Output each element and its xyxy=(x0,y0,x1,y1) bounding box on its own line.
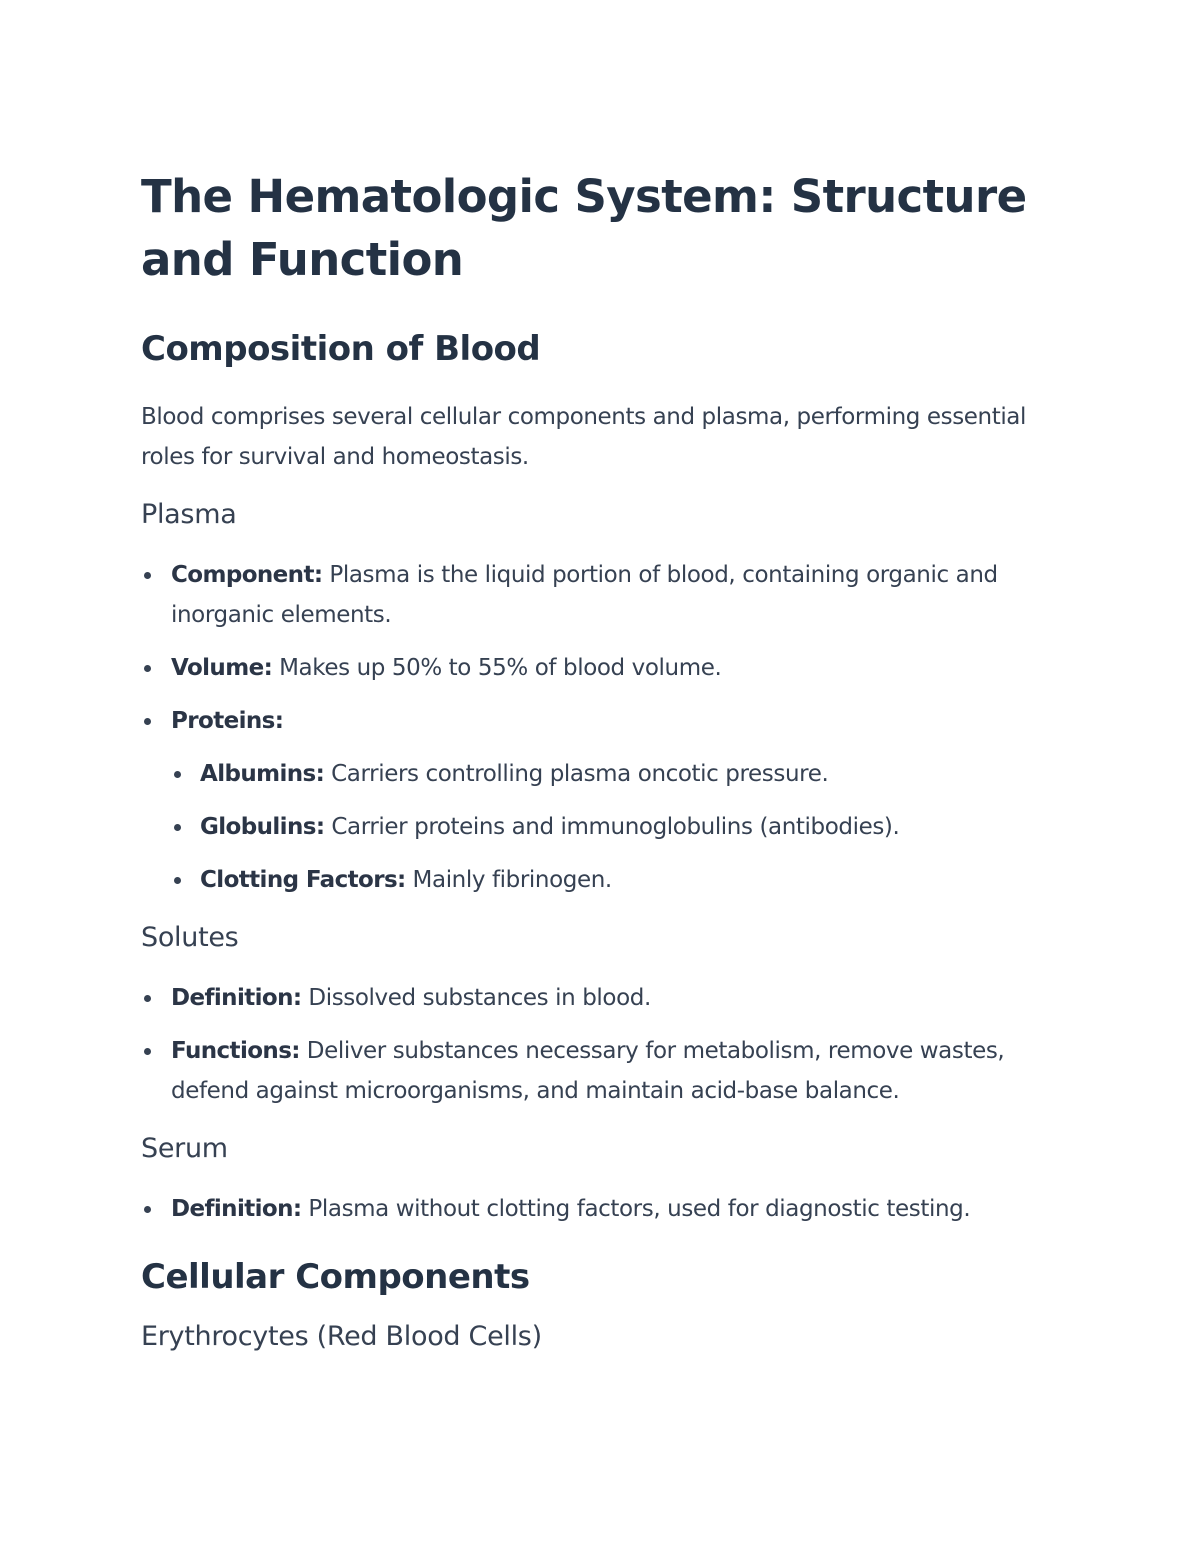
list-item xyxy=(141,1031,1071,1111)
list-item-text: Plasma is the liquid portion of blood, containing organic and inorganic elements. xyxy=(171,562,998,628)
list-item-text: Mainly fibrinogen. xyxy=(405,867,612,893)
list-item-term: Proteins: xyxy=(171,708,284,734)
list-item xyxy=(141,1189,1071,1229)
list-item-text: Plasma without clotting factors, used for diagnostic testing. xyxy=(301,1196,971,1222)
list-item xyxy=(141,701,1071,900)
subheading-erythrocytes: Erythrocytes (Red Blood Cells) xyxy=(141,1321,542,1352)
bullet-icon xyxy=(144,572,151,579)
list-item xyxy=(141,555,1071,635)
bullet-icon xyxy=(144,1206,151,1213)
section-heading-cellular: Cellular Components xyxy=(141,1257,530,1297)
proteins-sublist xyxy=(171,754,1071,900)
document-page xyxy=(141,165,1071,1355)
list-item-term: Definition: xyxy=(171,1196,302,1222)
serum-list xyxy=(141,1189,1071,1229)
list-item-term: Globulins: xyxy=(200,814,325,840)
section-heading-composition: Composition of Blood xyxy=(141,329,541,369)
bullet-icon xyxy=(174,824,181,831)
list-item-term: Definition: xyxy=(171,985,302,1011)
subheading-plasma: Plasma xyxy=(141,499,237,530)
sublist-item xyxy=(171,807,1071,847)
list-item-term: Volume: xyxy=(171,655,273,681)
plasma-list xyxy=(141,555,1071,900)
list-item-term: Albumins: xyxy=(200,761,325,787)
sublist-item xyxy=(171,754,1071,794)
list-item xyxy=(141,978,1071,1018)
composition-intro: Blood comprises several cellular components and plasma, performing essential roles for survival and homeostasis. xyxy=(141,404,1026,470)
solutes-list xyxy=(141,978,1071,1111)
list-item-term: Clotting Factors: xyxy=(200,867,406,893)
subheading-solutes: Solutes xyxy=(141,922,239,953)
list-item-term: Component: xyxy=(171,562,323,588)
bullet-icon xyxy=(144,665,151,672)
bullet-icon xyxy=(174,877,181,884)
subheading-serum: Serum xyxy=(141,1133,228,1164)
bullet-icon xyxy=(144,1048,151,1055)
list-item-text: Carrier proteins and immunoglobulins (antibodies). xyxy=(324,814,900,840)
bullet-icon xyxy=(174,771,181,778)
document-title: The Hematologic System: Structure and Function xyxy=(141,170,1027,286)
list-item-text: Carriers controlling plasma oncotic pressure. xyxy=(324,761,829,787)
list-item-text: Makes up 50% to 55% of blood volume. xyxy=(272,655,722,681)
list-item xyxy=(141,648,1071,688)
sublist-item xyxy=(171,860,1071,900)
list-item-text: Deliver substances necessary for metabolism, remove wastes, defend against microorganisms, and maintain acid-base balance. xyxy=(171,1038,1005,1104)
list-item-term: Functions: xyxy=(171,1038,300,1064)
bullet-icon xyxy=(144,995,151,1002)
list-item-text: Dissolved substances in blood. xyxy=(301,985,651,1011)
bullet-icon xyxy=(144,718,151,725)
